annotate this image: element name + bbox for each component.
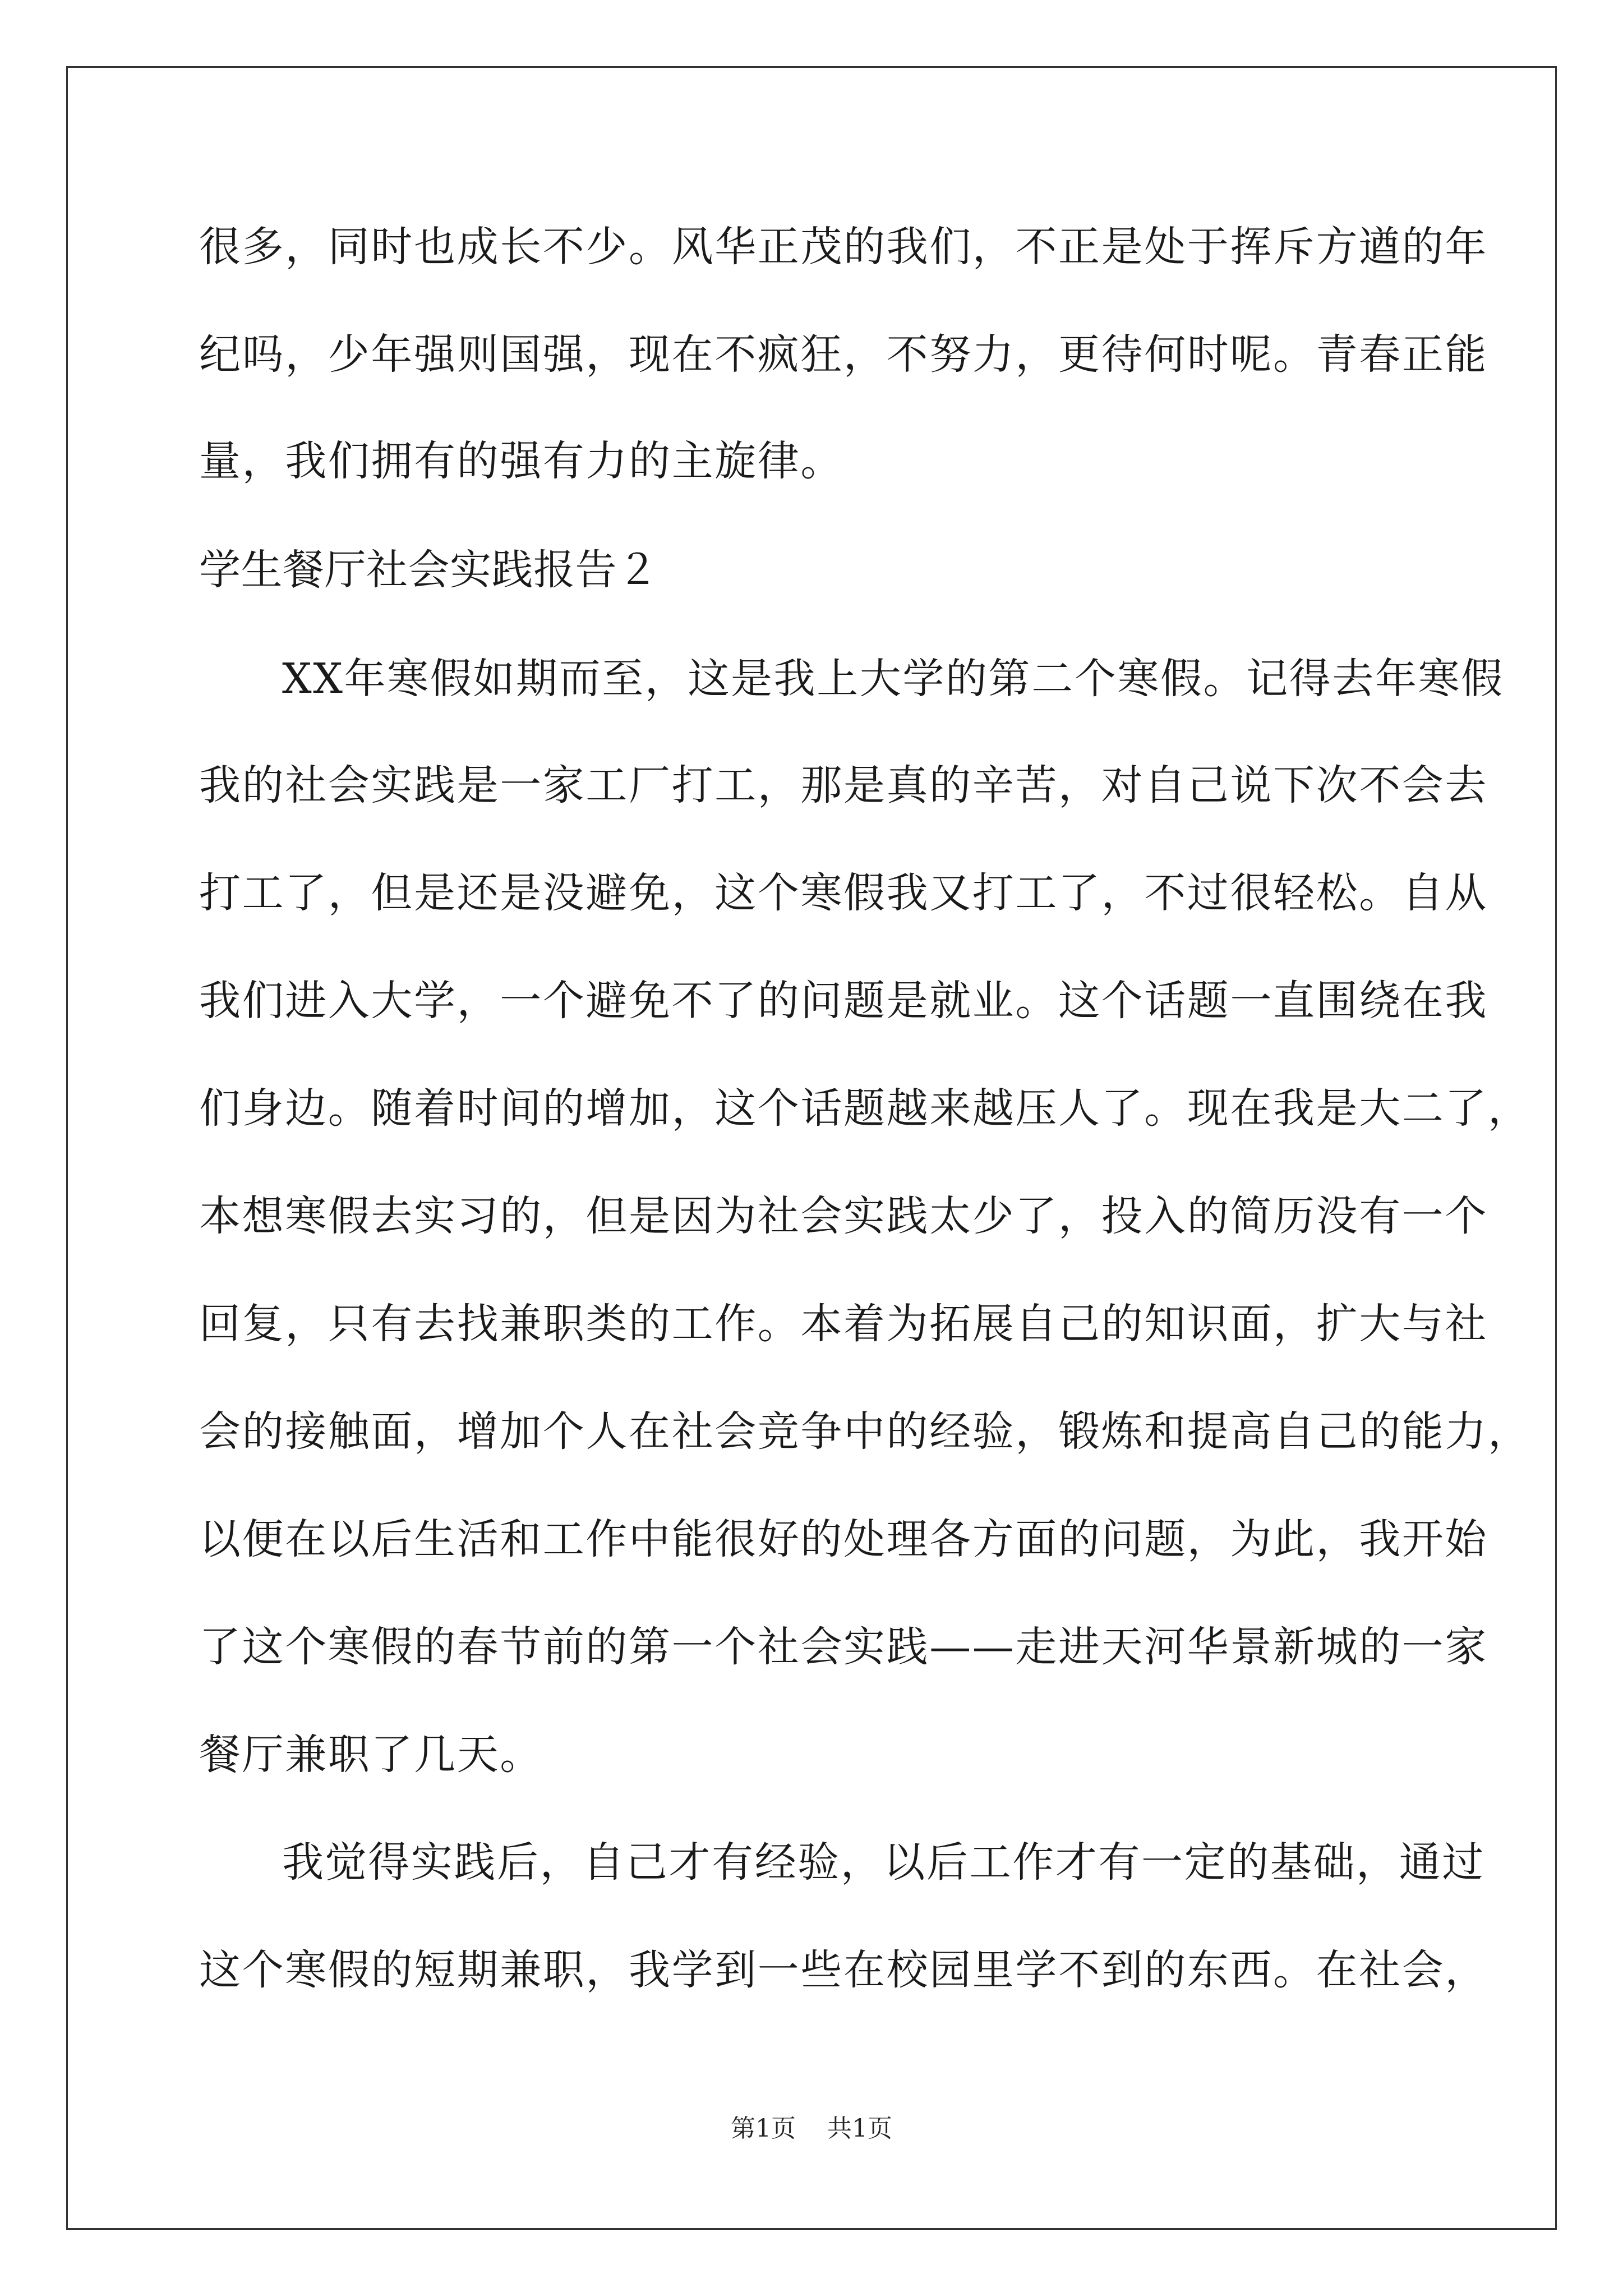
body-line: 很多，同时也成长不少。风华正茂的我们，不正是处于挥斥方遒的年 (199, 223, 1488, 271)
body-line: 打工了，但是还是没避免，这个寒假我又打工了，不过很轻松。自从 (199, 869, 1488, 917)
page-number: 第1页 (731, 2114, 796, 2143)
body-line: 纪吗，少年强则国强，现在不疯狂，不努力，更待何时呢。青春正能 (199, 330, 1488, 379)
body-line: 我的社会实践是一家工厂打工，那是真的辛苦，对自己说下次不会去 (199, 761, 1488, 809)
body-line: 餐厅兼职了几天。 (199, 1731, 543, 1779)
body-line: 回复，只有去找兼职类的工作。本着为拓展自己的知识面，扩大与社 (199, 1300, 1488, 1348)
page-footer (0, 2112, 1623, 2146)
body-line: 我们进入大学，一个避免不了的问题是就业。这个话题一直围绕在我 (199, 977, 1488, 1025)
body-line: 了这个寒假的春节前的第一个社会实践——走进天河华景新城的一家 (199, 1623, 1488, 1671)
body-line: 们身边。随着时间的增加，这个话题越来越压人了。现在我是大二了， (199, 1084, 1531, 1133)
page-border (66, 66, 1557, 2230)
paragraph-first-line: 我觉得实践后，自己才有经验，以后工作才有一定的基础，通过 (282, 1838, 1485, 1887)
paragraph-first-line: XX年寒假如期而至，这是我上大学的第二个寒假。记得去年寒假 (282, 655, 1504, 703)
section-heading: 学生餐厅社会实践报告２ (199, 546, 659, 594)
body-line: 本想寒假去实习的，但是因为社会实践太少了，投入的简历没有一个 (199, 1192, 1488, 1240)
body-line: 这个寒假的短期兼职，我学到一些在校园里学不到的东西。在社会， (199, 1946, 1488, 1994)
body-line: 量，我们拥有的强有力的主旋律。 (199, 437, 843, 485)
body-line: 以便在以后生活和工作中能很好的处理各方面的问题，为此，我开始 (199, 1515, 1488, 1563)
total-pages: 共1页 (827, 2114, 892, 2143)
body-line: 会的接触面，增加个人在社会竞争中的经验，锻炼和提高自己的能力， (199, 1407, 1531, 1456)
